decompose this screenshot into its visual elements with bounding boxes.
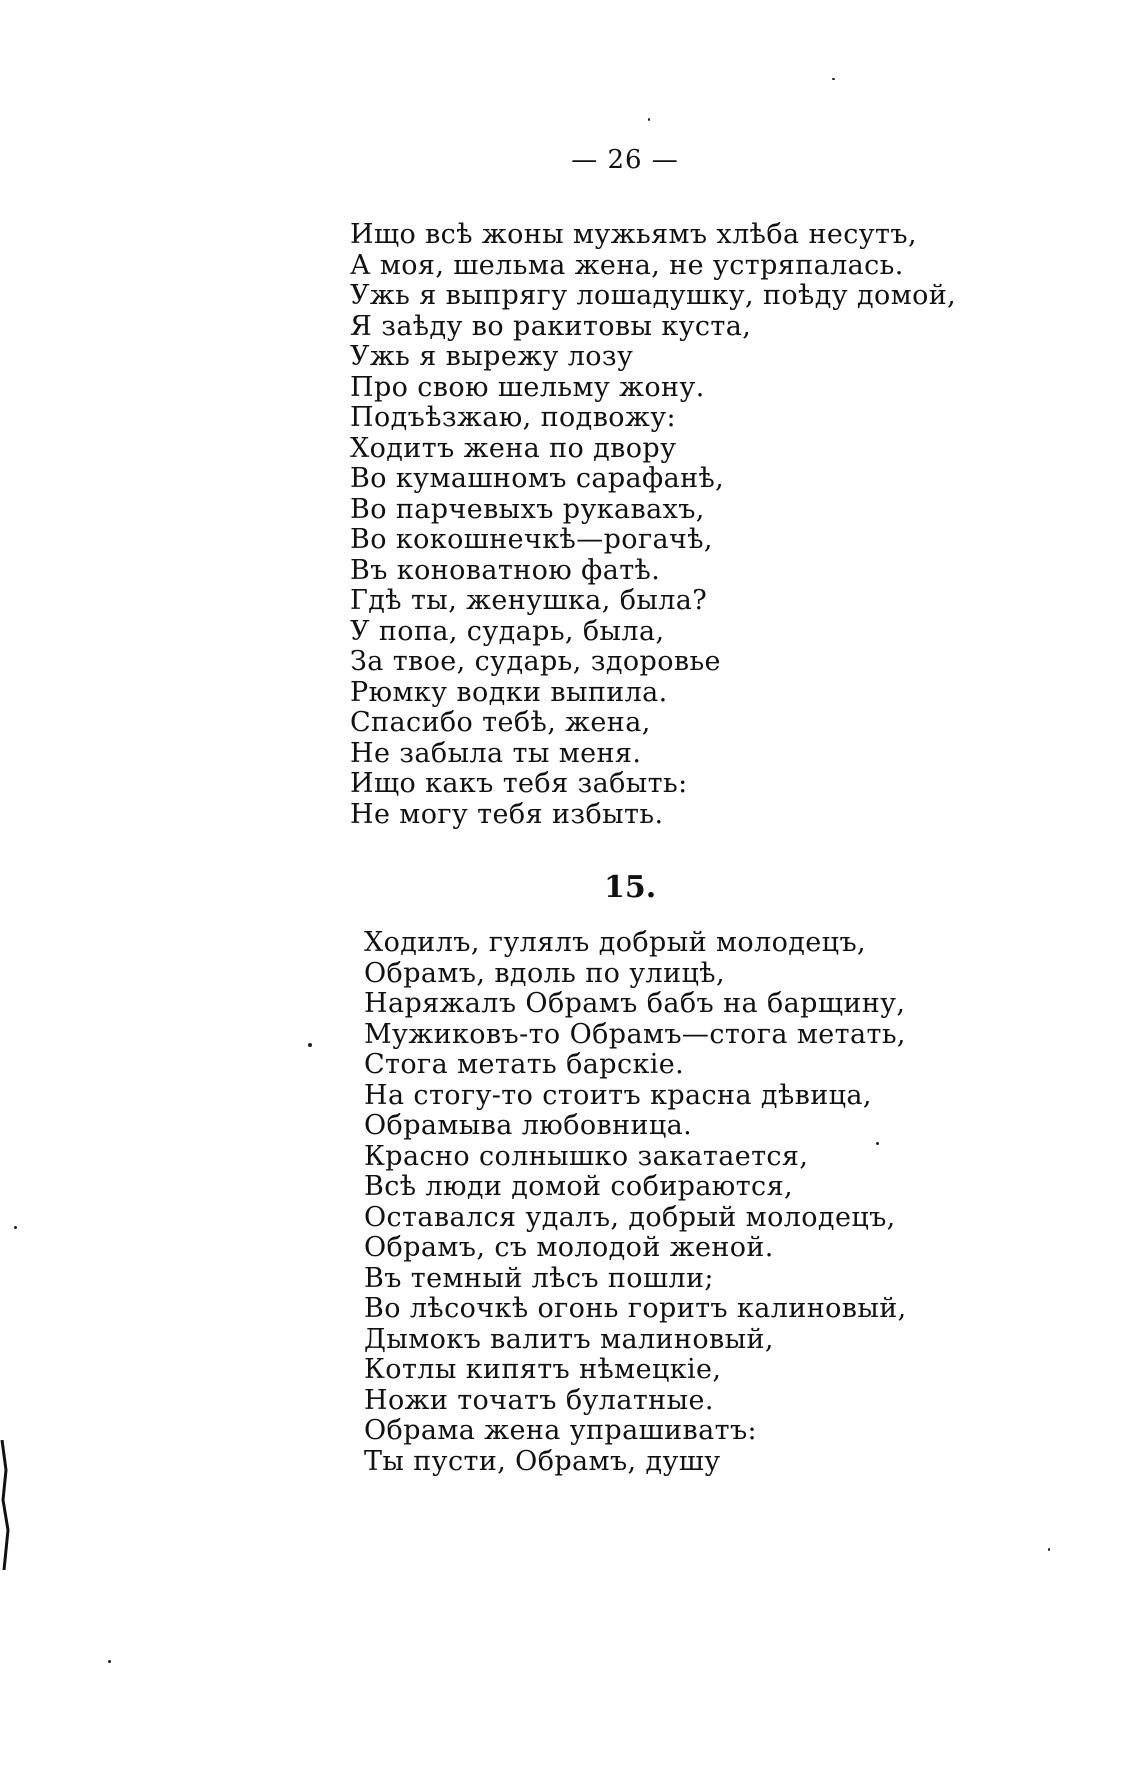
- poem-line: Въ коноватною фатѣ.: [350, 554, 661, 586]
- poem-line: Про свою шельму жону.: [350, 371, 705, 403]
- poem-14-ending: [350, 220, 956, 830]
- scan-speck: [108, 1660, 111, 1663]
- poem-line: Оставался удалъ, добрый молодецъ,: [364, 1201, 896, 1233]
- poem-line: Въ темный лѣсъ пошли;: [364, 1262, 714, 1294]
- page-number: — 26 —: [571, 145, 679, 175]
- poem-line: Обрамъ, вдоль по улицѣ,: [364, 957, 725, 989]
- poem-line: Спасибо тебѣ, жена,: [350, 707, 651, 738]
- poem-15-text: [364, 928, 907, 1477]
- poem-line: На стогу-то стоитъ красна дѣвица,: [364, 1079, 872, 1111]
- poem-line: Обрамыва любовница.: [364, 1110, 693, 1141]
- poem-line: Не могу тебя избыть.: [350, 798, 664, 830]
- poem-line: Ужь я вырежу лозу: [350, 341, 634, 372]
- poem-line: Обрама жена упрашиватъ:: [364, 1415, 758, 1446]
- poem-line: У попа, сударь, была,: [350, 615, 665, 647]
- poem-line: Дымокъ валитъ малиновый,: [364, 1323, 774, 1355]
- poem-line: Наряжалъ Обрамъ бабъ на барщину,: [364, 988, 906, 1019]
- poem-line: Не забыла ты меня.: [350, 737, 642, 769]
- poem-line: Ужь я выпрягу лошадушку, поѣду домой,: [350, 280, 957, 311]
- poem-line: Ты пусти, Обрамъ, душу: [364, 1445, 721, 1477]
- poem-line: Ищо всѣ жоны мужьямъ хлѣба несутъ,: [350, 219, 917, 250]
- poem-line: Гдѣ ты, женушка, была?: [350, 585, 708, 616]
- poem-line: А моя, шельма жена, не устряпалась.: [350, 249, 904, 281]
- poem-line: Ищо какъ тебя забыть:: [350, 768, 688, 799]
- poem-line: Ходитъ жена по двору: [350, 432, 677, 464]
- poem-line: Обрамъ, съ молодой женой.: [364, 1232, 774, 1263]
- poem-line: Во парчевыхъ рукавахъ,: [350, 493, 705, 525]
- poem-line: Стога метать барскіе.: [364, 1049, 685, 1080]
- poem-number-heading: 15.: [604, 870, 657, 905]
- poem-line: За твое, сударь, здоровье: [350, 646, 721, 677]
- poem-line: Во лѣсочкѣ огонь горитъ калиновый,: [364, 1293, 907, 1324]
- scan-speck: [14, 1226, 17, 1229]
- poem-line: Ножи точатъ булатные.: [364, 1384, 714, 1416]
- poem-line: Красно солнышко закатается,: [364, 1140, 809, 1172]
- poem-line: Подъѣзжаю, подвожу:: [350, 402, 676, 433]
- scan-speck: [832, 78, 835, 80]
- poem-line: Котлы кипятъ нѣмецкіе,: [364, 1354, 722, 1385]
- poem-line: Я заѣду во ракитовы куста,: [350, 310, 752, 342]
- scan-speck: [308, 1043, 312, 1047]
- scan-speck: [1048, 1548, 1050, 1551]
- poem-line: Всѣ люди домой собираются,: [364, 1171, 793, 1202]
- poem-line: Мужиковъ-то Обрамъ—стога метать,: [364, 1018, 906, 1050]
- poem-line: Во кумашномъ сарафанѣ,: [350, 463, 725, 494]
- poem-line: Во кокошнечкѣ—рогачѣ,: [350, 524, 713, 555]
- scan-speck: [648, 118, 650, 121]
- scan-edge-artifact: [0, 1440, 10, 1570]
- poem-line: Ходилъ, гулялъ добрый молодецъ,: [364, 927, 866, 958]
- scan-speck: [876, 1142, 879, 1145]
- poem-line: Рюмку водки выпила.: [350, 676, 668, 708]
